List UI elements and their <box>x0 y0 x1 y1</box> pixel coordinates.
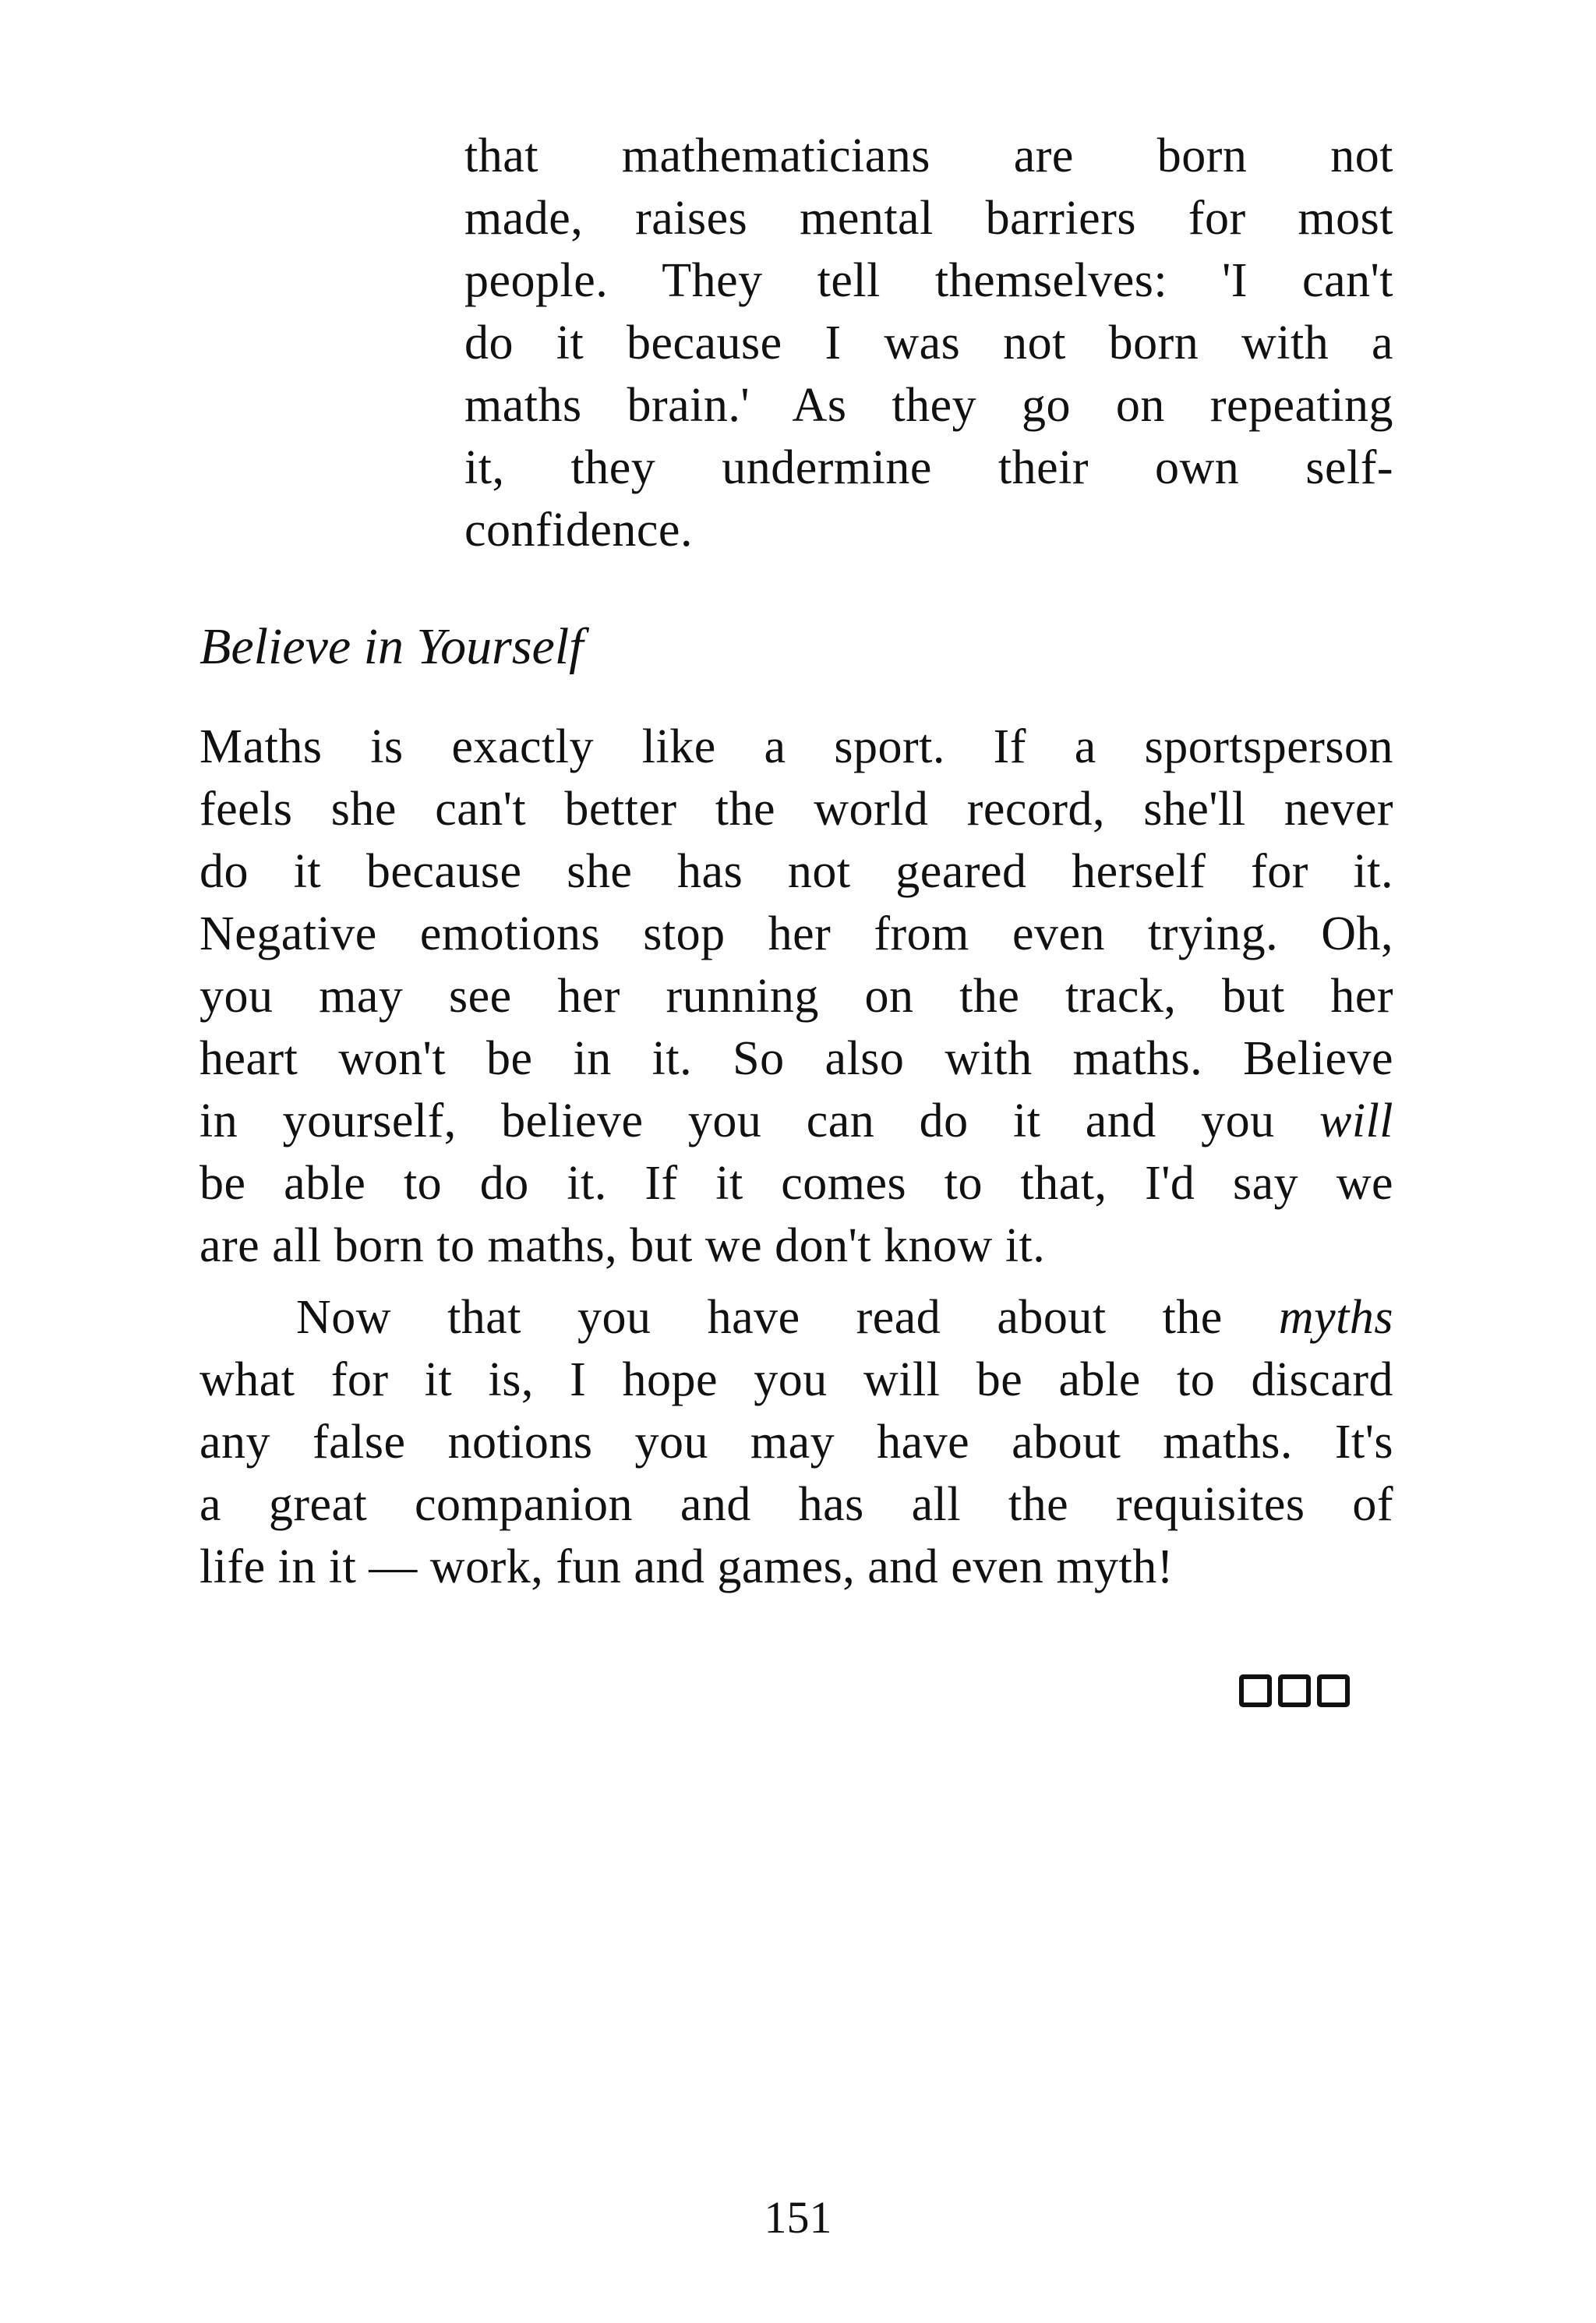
text-line: it, they undermine their own self- <box>464 441 1393 494</box>
text-line-with-emphasis <box>200 1090 1393 1152</box>
text-line: life in it — work, fun and games, and even myth! <box>200 1540 1174 1593</box>
line-text: in yourself, believe you can do it and you <box>200 1094 1275 1147</box>
three-square-boxes-icon <box>1239 1674 1350 1707</box>
page-number: 151 <box>764 2192 832 2243</box>
text-line: made, raises mental barriers for most <box>464 192 1393 245</box>
text-line: people. They tell themselves: 'I can't <box>464 254 1393 307</box>
text-line: do it because she has not geared herself for it. <box>200 845 1393 898</box>
text-line: maths brain.' As they go on repeating <box>464 379 1393 432</box>
line-text: Now that you have read about the <box>296 1291 1223 1344</box>
square-box-icon <box>1278 1674 1311 1707</box>
section-heading: Believe in Yourself <box>200 618 584 675</box>
text-line: that mathematicians are born not <box>464 129 1393 182</box>
text-line: be able to do it. If it comes to that, I'd say we <box>200 1157 1393 1210</box>
text-line: feels she can't better the world record, she'll never <box>200 783 1393 836</box>
square-box-icon <box>1239 1674 1272 1707</box>
emphasis-word: myths <box>1278 1291 1393 1344</box>
text-line: a great companion and has all the requisites of <box>200 1478 1393 1531</box>
square-box-icon <box>1317 1674 1350 1707</box>
text-line: Maths is exactly like a sport. If a sportsperson <box>200 720 1393 773</box>
text-line: you may see her running on the track, but her <box>200 970 1393 1023</box>
text-line: what for it is, I hope you will be able to discard <box>200 1353 1393 1406</box>
emphasis-word: will <box>1319 1094 1394 1147</box>
text-line: are all born to maths, but we don't know it. <box>200 1219 1046 1272</box>
text-line: confidence. <box>464 504 693 557</box>
text-line: any false notions you may have about maths. It's <box>200 1416 1393 1469</box>
text-line: Negative emotions stop her from even trying. Oh, <box>200 907 1393 960</box>
text-line-with-emphasis <box>296 1286 1393 1349</box>
text-line: heart won't be in it. So also with maths. Believe <box>200 1032 1393 1085</box>
text-line: do it because I was not born with a <box>464 316 1393 369</box>
